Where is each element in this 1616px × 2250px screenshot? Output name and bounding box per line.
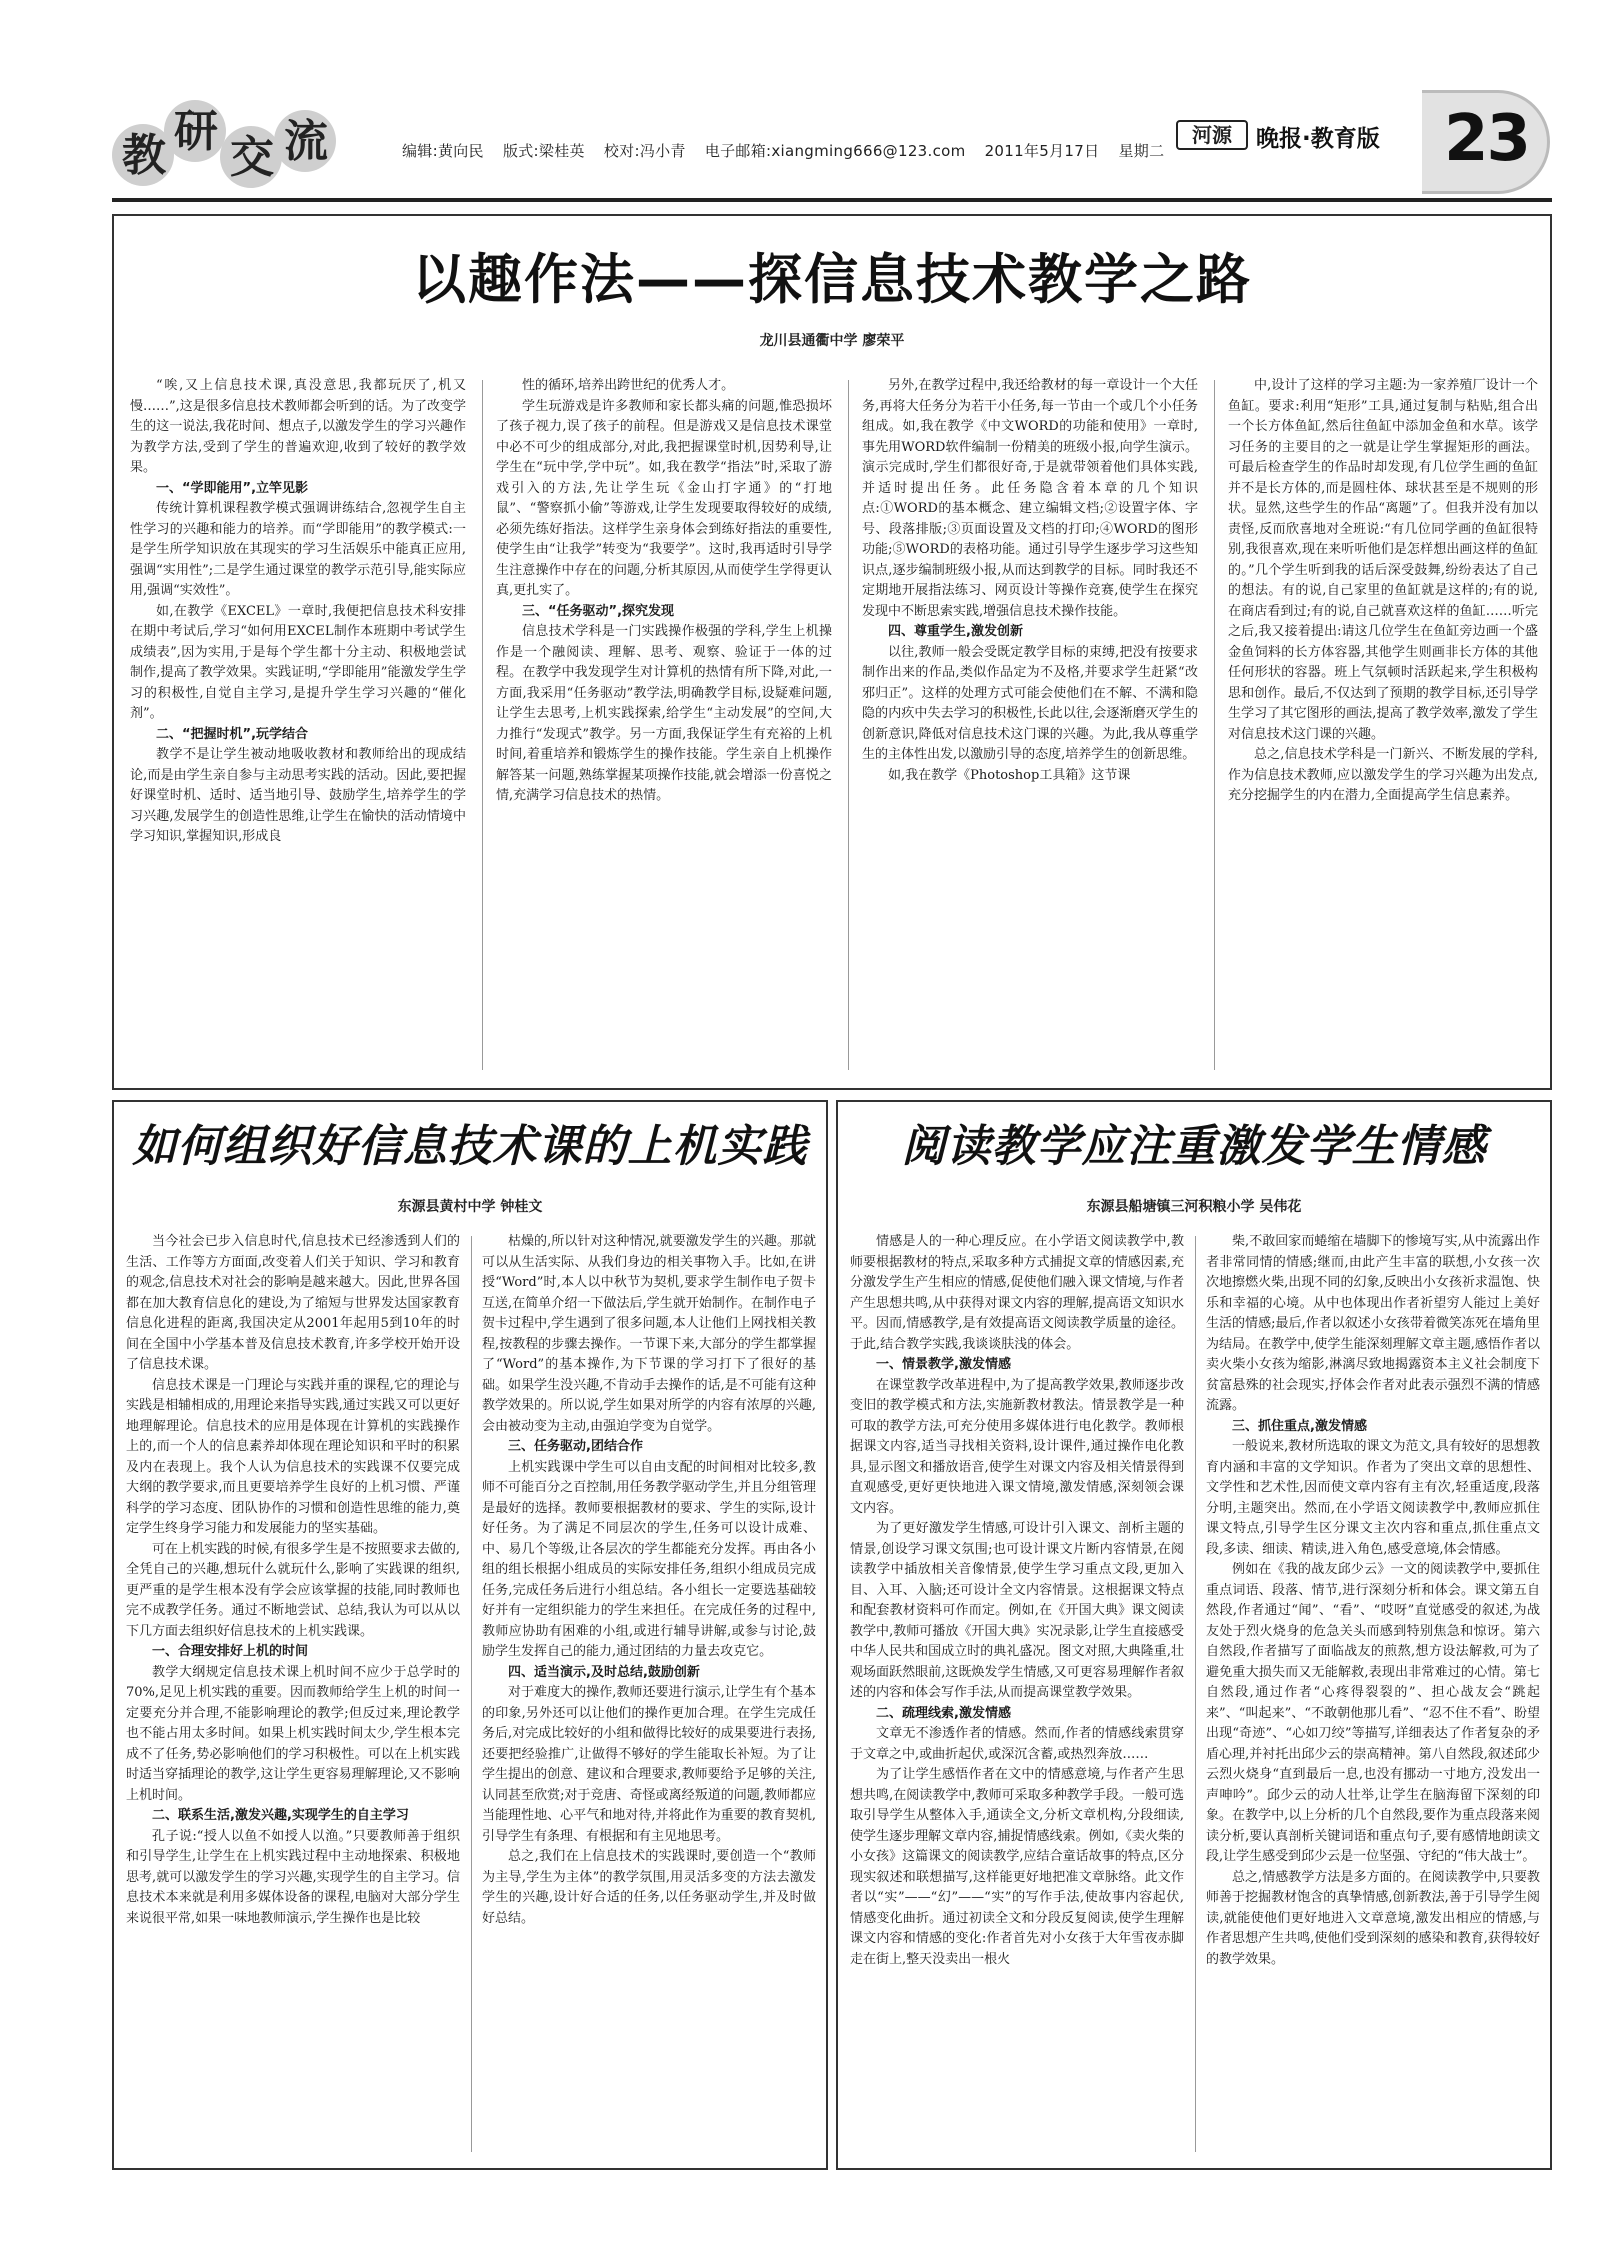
section-heading: 二、疏理线索,激发情感	[876, 1705, 1011, 1721]
paragraph: 枯燥的,所以针对这种情况,就要激发学生的兴趣。那就可以从生活实际、从我们身边的相关事物入手。比如,在讲授“Word”时,本人以中秋节为契机,要求学生制作电子贺卡互送,在简单介绍一下做法后,学生就开始制作。在制作电子贺卡过程中,学生遇到了很多问题,本人让他们上网找相关教程,按教程的步骤去操作。一节课下来,大部分的学生都掌握了“Word”的基本操作,为下节课的学习打下了很好的基础。如果学生没兴趣,不肯动手去操作的话,是不可能有这种教学效果的。所以说,学生如果对所学的内容有浓厚的兴趣,会由被动变为主动,由强迫学变为自觉学。	[482, 1234, 816, 1434]
proof-credit: 校对:冯小青	[603, 142, 686, 160]
paragraph: 上机实践课中学生可以自由支配的时间相对比较多,教师不可能百分之百控制,用任务教学驱动学生,并且分组管理是最好的选择。教师要根据教材的要求、学生的实际,设计好任务。为了满足不同层次的学生,任务可以设计成难、中、易几个等级,让各层次的学生都能充分发挥。再由各小组的组长根据小组成员的实际安排任务,组织小组成员完成任务,完成任务后进行小组总结。各小组长一定要选基础较好并有一定组织能力的学生来担任。在完成任务的过程中,教师应协助有困难的小组,或进行辅导讲解,或参与讨论,鼓励学生发挥自己的能力,通过团结的力量去攻克它。	[482, 1459, 816, 1659]
paragraph: 另外,在教学过程中,我还给教材的每一章设计一个大任务,再将大任务分为若干小任务,每一节由一个或几个小任务组成。如,我在教学《中文WORD的功能和使用》一章时,事先用WORD软件编制一份精美的班级小报,向学生演示。演示完成时,学生们都很好奇,于是就带领着他们具体实践,并适时提出任务。此任务隐含着本章的几个知识点:①WORD的基本概念、建立编辑文档;②设置字体、字号、段落排版;③页面设置及文档的打印;④WORD的图形功能;⑤WORD的表格功能。通过引导学生逐步学习这些知识点,逐步编制班级小报,从而达到教学的目标。同时我还不定期地开展指法练习、网页设计等操作竞赛,使学生在探究发现中不断思索实践,增强信息技术操作技能。	[862, 378, 1198, 619]
article-byline: 东源县船塘镇三河积粮小学 吴伟花	[1086, 1199, 1302, 1215]
column-divider	[1214, 380, 1215, 1070]
paragraph: 一般说来,教材所选取的课文为范文,具有较好的思想教育内涵和丰富的文学知识。作者为了突出文章的思想性、文学性和艺术性,因而使文章内容有主有次,轻重适度,段落分明,主题突出。然而,在小学语文阅读教学中,教师应抓住课文特点,引导学生区分课文主次内容和重点,抓住重点文段,多读、细读、精读,进入角色,感受意境,体会情感。	[1206, 1439, 1540, 1557]
section-heading: 三、抓住重点,激发情感	[1232, 1418, 1367, 1434]
column-divider	[1195, 1236, 1196, 2152]
header-meta	[402, 140, 1178, 161]
paragraph: 在课堂教学改革进程中,为了提高教学效果,教师逐步改变旧的教学模式和方法,实施新教材教法。情景教学是一种可取的教学方法,可充分使用多媒体进行电化教学。教师根据课文内容,适当寻找相关资料,设计课件,通过操作电化教具,显示图文和播放语音,使学生对课文内容及相关情景得到直观感受,更好更快地进入课文情境,激发情感,深刻领会课文内容。	[850, 1377, 1184, 1516]
paragraph: 信息技术学科是一门实践操作极强的学科,学生上机操作是一个融阅读、理解、思考、观察、验证于一体的过程。在教学中我发现学生对计算机的热情有所下降,对此,一方面,我采用“任务驱动”教学法,明确教学目标,设疑难问题,让学生去思考,上机实践探索,给学生“主动发展”的空间,大力推行“发现式”教学。另一方面,我保证学生有充裕的上机时间,着重培养和锻炼学生的操作技能。学生亲自上机操作解答某一问题,熟练掌握某项操作技能,就会增添一份喜悦之情,充满学习信息技术的热情。	[496, 624, 832, 803]
paragraph: 对于难度大的操作,教师还要进行演示,让学生有个基本的印象,另外还可以让他们的操作更加合理。在学生完成任务后,对完成比较好的小组和做得比较好的成果要进行表扬,还要把经验推广,让做得不够好的学生能取长补短。为了让学生提出的创意、建议和合理要求,教师要给予足够的关注,认同甚至欣赏;对于竞唐、奇怪或离经叛道的问题,教师都应当能理性地、心平气和地对待,并将此作为重要的教育契机,引导学生有条理、有根据和有主见地思考。	[482, 1685, 816, 1844]
header-rule	[112, 198, 1552, 202]
section-heading: 三、“任务驱动”,探究发现	[522, 603, 675, 619]
paragraph: 为了让学生感悟作者在文中的情感意境,与作者产生思想共鸣,在阅读教学中,教师可采取多种教学手段。一般可选取引导学生从整体入手,通读全文,分析文章机构,分段细读,使学生逐步理解文章内容,捕捉情感线索。例如,《卖火柴的小女孩》这篇课文的阅读教学,应结合童话故事的特点,区分现实叙述和联想描写,这样能更好地把准文章脉络。此文作者以“实”——“幻”——“实”的写作手法,使故事内容起伏,情感变化曲折。通过初读全文和分段反复阅读,使学生理解课文内容和情感的变化:作者首先对小女孩于大年雪夜赤脚走在街上,整天没卖出一根火	[850, 1767, 1184, 1967]
section-char: 流	[284, 116, 328, 167]
article-column	[496, 376, 832, 1076]
paragraph: 信息技术课是一门理论与实践并重的课程,它的理论与实践是相辅相成的,用理论来指导实践,通过实践又可以更好地理解理论。信息技术的应用是体现在计算机的实践操作上的,而一个人的信息素养却体现在理论知识和平时的积累及内在表现上。我个人认为信息技术的实践课不仅要完成大纲的教学要求,而且更要培养学生良好的上机习惯、严谨科学的学习态度、团队协作的习惯和创造性思维的能力,奠定学生终身学习能力和发展能力的坚实基础。	[126, 1377, 460, 1536]
paragraph: 传统计算机课程教学模式强调讲练结合,忽视学生自主性学习的兴趣和能力的培养。而“学即能用”的教学模式:一是学生所学知识放在其现实的学习生活娱乐中能真正应用,强调“实用性”;二是学生通过课堂的教学示范引导,能实际应用,强调“实效性”。	[130, 501, 466, 598]
article-title: 如何组织好信息技术课的上机实践	[132, 1121, 808, 1172]
article-byline: 龙川县通衢中学 廖荣平	[759, 333, 905, 349]
issue-date: 2011年5月17日	[984, 142, 1100, 160]
section-logo	[112, 100, 372, 190]
article-column	[862, 376, 1198, 1076]
paragraph: 总之,情感教学方法是多方面的。在阅读教学中,只要教师善于挖掘教材饱含的真挚情感,创新教法,善于引导学生阅读,就能使他们更好地进入文章意境,激发出相应的情感,与作者思想产生共鸣,使他们受到深刻的感染和教育,获得较好的教学效果。	[1206, 1869, 1540, 1967]
section-heading: 一、合理安排好上机的时间	[152, 1644, 309, 1659]
section-heading: 三、任务驱动,团结合作	[508, 1439, 643, 1454]
paragraph: 教学大纲规定信息技术课上机时间不应少于总学时的70%,足见上机实践的重要。因而教师给学生上机的时间一定要充分并合理,不能影响理论的教学;但反过来,理论教学也不能占用太多时间。如果上机实践时间太少,学生根本完成不了任务,势必影响他们的学习积极性。可以在上机实践时适当穿插理论的教学,这让学生更容易理解理论,又不影响上机时间。	[126, 1664, 460, 1803]
paragraph: 孔子说:“授人以鱼不如授人以渔。”只要教师善于组织和引导学生,让学生在上机实践过程中主动地探索、积极地思考,就可以激发学生的学习兴趣,实现学生的自主学习。信息技术本来就是利用多媒体设备的课程,电脑对大部分学生来说很平常,如果一味地教师演示,学生操作也是比较	[126, 1828, 460, 1926]
section-heading: 四、尊重学生,激发创新	[888, 624, 1023, 639]
paragraph: 总之,我们在上信息技术的实践课时,要创造一个“教师为主导,学生为主体”的教学氛围,用灵活多变的方法去激发学生的兴趣,设计好合适的任务,以任务驱动学生,并及时做好总结。	[482, 1849, 816, 1926]
paragraph: 以往,教师一般会受既定教学目标的束缚,把没有按要求制作出来的作品,类似作品定为不及格,并要求学生赶紧“改邪归正”。这样的处理方式可能会使他们在不解、不满和隐隐的内疚中失去学习的积极性,长此以往,会逐渐磨灭学生的创新意识,降低对信息技术这门课的兴趣。为此,我从尊重学生的主体性出发,以激励引导的态度,培养学生的创新思维。	[862, 644, 1198, 762]
column-divider	[848, 380, 849, 1070]
layout-credit: 版式:梁桂英	[502, 142, 585, 160]
article-column	[1206, 1232, 1540, 2156]
article-column	[850, 1232, 1184, 2156]
paragraph: 柴,不敢回家而蜷缩在墙脚下的惨境写实,从中流露出作者非常同情的情感;继而,由此产生丰富的联想,小女孩一次次地擦燃火柴,出现不同的幻象,反映出小女孩祈求温饱、快乐和幸福的心境。从中也体现出作者祈望穷人能过上美好生活的情感;最后,作者以叙述小女孩带着微笑冻死在墙角里为结局。在教学中,使学生能深刻理解文章主题,感悟作者以卖火柴小女孩为缩影,淋漓尽致地揭露资本主义社会制度下贫富悬殊的社会现实,抒体会作者对此表示强烈不满的情感流露。	[1206, 1234, 1540, 1413]
paragraph: 教学不是让学生被动地吸收教材和教师给出的现成结论,而是由学生亲自参与主动思考实践的活动。因此,要把握好课堂时机、适时、适当地引导、鼓励学生,培养学生的学习兴趣,发展学生的创造性思维,让学生在愉快的活动情境中学习知识,掌握知识,形成良	[130, 747, 466, 844]
section-char: 研	[174, 106, 218, 157]
paragraph: 学生玩游戏是许多教师和家长都头痛的问题,惟恐损坏了孩子视力,误了孩子的前程。但是游戏又是信息技术课堂中必不可少的组成部分,对此,我把握课堂时机,因势利导,让学生在“玩中学,学中玩”。如,我在教学“指法”时,采取了游戏引入的方法,先让学生玩《金山打字通》的“打地鼠”、“警察抓小偷”等游戏,让学生发现要取得较好的成绩,必须先练好指法。这样学生亲身体会到练好指法的重要性,使学生由“让我学”转变为“我要学”。这时,我再适时引导学生注意操作中存在的问题,分析其原因,从而使学生学得更认真,更扎实了。	[496, 398, 832, 598]
article-byline: 东源县黄村中学 钟桂文	[397, 1199, 543, 1215]
paragraph: 中,设计了这样的学习主题:为一家养殖厂设计一个鱼缸。要求:利用“矩形”工具,通过复制与粘贴,组合出一个长方体鱼缸,然后往鱼缸中添加金鱼和水草。该学习任务的主要目的之一就是让学生掌握矩形的画法。可最后检查学生的作品时却发现,有几位学生画的鱼缸并不是长方体的,而是圆柱体、球状甚至是不规则的形状。显然,这些学生的作品“离题”了。但我并没有加以责怪,反而欣喜地对全班说:“有几位同学画的鱼缸很特别,我很喜欢,现在来听听他们是怎样想出画这样的鱼缸的。”几个学生听到我的话后深受鼓舞,纷纷表达了自己的想法。有的说,自己家里的鱼缸就是这样的;有的说,在商店看到过;有的说,自己就喜欢这样的鱼缸……听完之后,我又接着提出:请这几位学生在鱼缸旁边画一个盛金鱼饲料的长方体容器,其他学生则画非长方体的其他任何形状的容器。班上气氛顿时活跃起来,学生积极构思和创作。最后,不仅达到了预期的教学目标,还引导学生学习了其它图形的画法,提高了教学效率,激发了学生对信息技术这门课的兴趣。	[1228, 378, 1538, 742]
paragraph: 总之,信息技术学科是一门新兴、不断发展的学科,作为信息技术教师,应以激发学生的学习兴趣为出发点,充分挖掘学生的内在潜力,全面提高学生信息素养。	[1228, 747, 1538, 803]
page-number: 23	[1444, 102, 1530, 176]
paragraph: 为了更好激发学生情感,可设计引入课文、剖析主题的情景,创设学习课文氛围;也可设计课文片断内容情景,在阅读教学中插放相关音像情景,使学生学习重点文段,更加入目、入耳、入脑;还可设计全文内容情景。这根据课文特点和配套教材资料可作而定。例如,在《开国大典》课文阅读教学中,教师可播放《开国大典》实况录影,让学生直接感受中华人民共和国成立时的典礼盛况。图文对照,大典隆重,壮观场面跃然眼前,这既焕发学生情感,又可更容易理解作者叙述的内容和体会写作手法,从而提高课堂教学效果。	[850, 1521, 1184, 1700]
paragraph: “唉,又上信息技术课,真没意思,我都玩厌了,机又慢……”,这是很多信息技术教师都会听到的话。为了改变学生的这一说法,我花时间、想点子,以激发学生的学习兴趣作为教学方法,受到了学生的普遍欢迎,收到了较好的教学效果。	[130, 378, 466, 475]
paragraph: 当今社会已步入信息时代,信息技术已经渗透到人们的生活、工作等方方面面,改变着人们关于知识、学习和教育的观念,信息技术对社会的影响是越来越大。因此,世界各国都在加大教育信息化的建设,为了缩短与世界发达国家教育信息化进程的距离,我国决定从2001年起用5到10年的时间在全国中小学基本普及信息技术教育,许多学校开始开设了信息技术课。	[126, 1234, 460, 1372]
paragraph: 情感是人的一种心理反应。在小学语文阅读教学中,教师要根据教材的特点,采取多种方式捕捉文章的情感因素,充分激发学生产生相应的情感,促使他们融入课文情境,与作者产生思想共鸣,从中获得对课文内容的理解,提高语文知识水平。因而,情感教学,是有效提高语文阅读教学质量的途径。于此,结合教学实践,我谈谈肤浅的体会。	[850, 1234, 1184, 1352]
paragraph: 如,在教学《EXCEL》一章时,我便把信息技术科安排在期中考试后,学习“如何用EXCEL制作本班期中考试学生成绩表”,因为实用,于是每个学生都十分主动、积极地尝试制作,提高了教学效果。实践证明,“学即能用”能激发学生学习的积极性,自觉自主学习,是提升学生学习兴趣的“催化剂”。	[130, 603, 466, 721]
article-title: 以趣作法——探信息技术教学之路	[412, 248, 1252, 311]
page-number-badge	[1422, 90, 1552, 194]
brand-logo: 河源	[1176, 120, 1248, 150]
section-char: 教	[122, 130, 166, 181]
column-divider	[471, 1236, 472, 2152]
article-column	[482, 1232, 816, 2156]
paragraph: 如,我在教学《Photoshop工具箱》这节课	[888, 767, 1131, 783]
article-title: 阅读教学应注重激发学生情感	[901, 1121, 1487, 1172]
article-column	[1228, 376, 1538, 1076]
issue-weekday: 星期二	[1118, 142, 1165, 160]
paragraph: 可在上机实践的时候,有很多学生是不按照要求去做的,全凭自己的兴趣,想玩什么就玩什么,影响了实践课的组织,更严重的是学生根本没有学会应该掌握的技能,同时教师也完不成教学任务。通过不断地尝试、总结,我认为可以从以下几方面去组织好信息技术的上机实践课。	[126, 1541, 460, 1639]
section-char: 交	[230, 132, 274, 183]
column-divider	[482, 380, 483, 1070]
section-heading: 二、“把握时机”,玩学结合	[156, 726, 309, 742]
paragraph: 文章无不渗透作者的情感。然而,作者的情感线索贯穿于文章之中,或曲折起伏,或深沉含蓄,或热烈奔放……	[850, 1726, 1184, 1762]
section-heading: 四、适当演示,及时总结,鼓励创新	[508, 1664, 700, 1680]
paragraph: 例如在《我的战友邱少云》一文的阅读教学中,要抓住重点词语、段落、情节,进行深刻分析和体会。课文第五自然段,作者通过“闻”、“看”、“哎呀”直觉感受的叙述,为战友处于烈火烧身的危急关头而感到特别焦急和惊讶。第六自然段,作者描写了面临战友的煎熬,想方设法解救,可为了避免重大损失而又无能解救,表现出非常难过的心情。第七自然段,通过作者“心疼得裂裂的”、担心战友会“跳起来”、“叫起来”、“不敢朝他那儿看”、“忍不住不看”、盼望出现“奇迹”、“心如刀绞”等描写,详细表达了作者复杂的矛盾心理,并衬托出邱少云的崇高精神。第八自然段,叙述邱少云烈火烧身“直到最后一息,也没有挪动一寸地方,没发出一声呻吟”。邱少云的动人壮举,让学生在脑海留下深刻的印象。在教学中,以上分析的几个自然段,要作为重点段落来阅读分析,要认真剖析关键词语和重点句子,要有感情地朗读文段,让学生感受到邱少云是一位坚强、守纪的“伟大战士”。	[1206, 1562, 1540, 1864]
section-heading: 一、“学即能用”,立竿见影	[156, 480, 309, 496]
email-credit: 电子邮箱:xiangming666@123.com	[704, 142, 966, 160]
paper-brand	[1176, 110, 1380, 154]
article-column	[130, 376, 466, 1076]
section-heading: 二、联系生活,激发兴趣,实现学生的自主学习	[152, 1808, 409, 1823]
editor-credit: 编辑:黄向民	[402, 142, 484, 160]
article-column	[126, 1232, 460, 2156]
paragraph: 性的循环,培养出跨世纪的优秀人才。	[522, 378, 735, 393]
section-heading: 一、情景教学,激发情感	[876, 1357, 1011, 1372]
brand-name: 晚报·教育版	[1256, 126, 1380, 152]
page-header	[112, 90, 1552, 200]
